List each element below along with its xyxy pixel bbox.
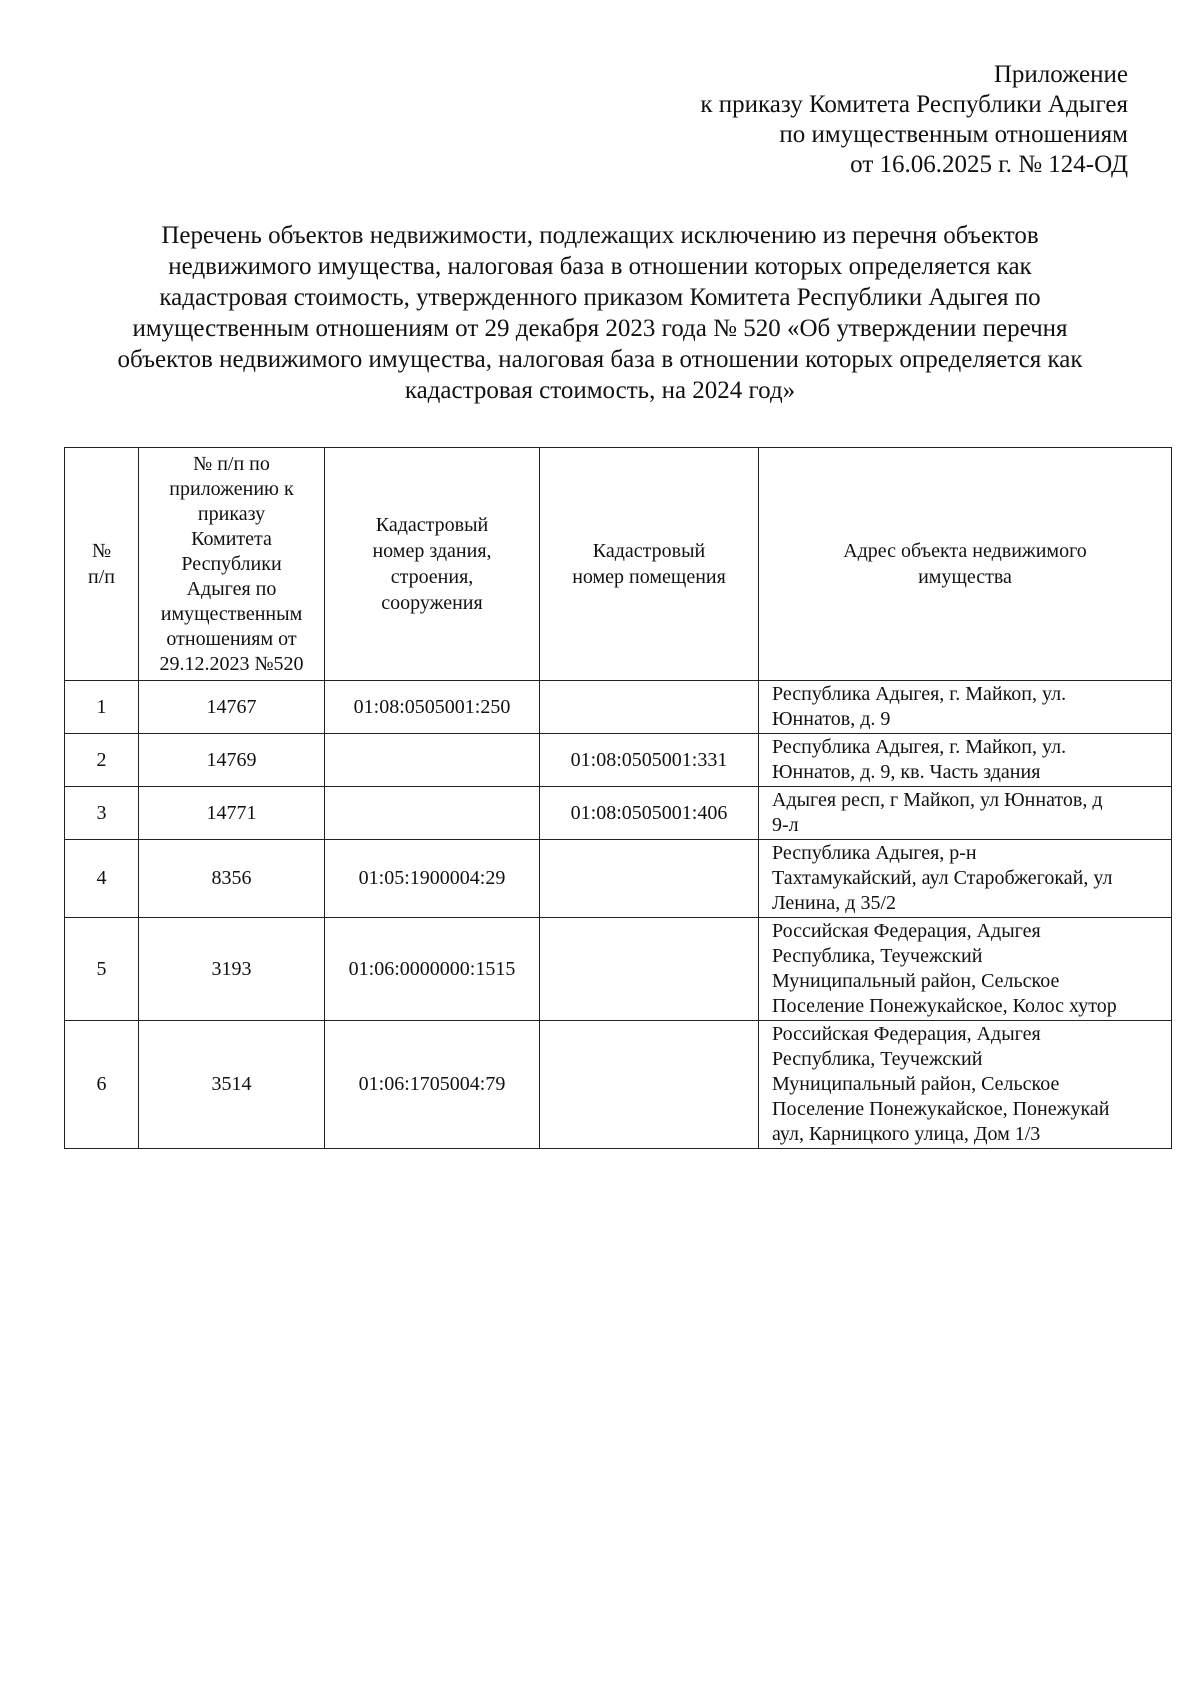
property-exclusion-table [64,447,1172,1149]
table-row [65,681,1172,734]
appendix-date-number: от 16.06.2025 г. № 124-ОД [850,151,1128,178]
appendix-label: Приложение [993,61,1128,88]
title-line: объектов недвижимого имущества, налоговая база в отношении которых определяется как [117,346,1083,373]
col-header-building-cadastral: Кадастровый номер здания, строения, сооружения [325,448,540,681]
title-line: Перечень объектов недвижимости, подлежащих исключению из перечня объектов [161,222,1039,249]
cell-number: 3 [65,787,139,840]
cell-building-cadastral [325,787,540,840]
appendix-order-ref: к приказу Комитета Республики Адыгея [700,91,1128,118]
cell-appendix-number: 14771 [139,787,325,840]
document-title [40,220,1160,406]
cell-appendix-number: 8356 [139,840,325,918]
cell-address: Республика Адыгея, г. Майкоп, ул. Юннатов, д. 9 [759,681,1172,734]
table-row [65,918,1172,1021]
cell-appendix-number: 3193 [139,918,325,1021]
title-line: кадастровая стоимость, утвержденного приказом Комитета Республики Адыгея по [159,284,1041,311]
table-row [65,1021,1172,1149]
cell-building-cadastral [325,734,540,787]
cell-building-cadastral: 01:08:0505001:250 [325,681,540,734]
cell-number: 1 [65,681,139,734]
table-row [65,734,1172,787]
appendix-department: по имущественным отношениям [779,121,1128,148]
cell-address: Республика Адыгея, г. Майкоп, ул. Юннатов, д. 9, кв. Часть здания [759,734,1172,787]
cell-premises-cadastral: 01:08:0505001:331 [540,734,759,787]
table-row [65,840,1172,918]
cell-building-cadastral: 01:06:0000000:1515 [325,918,540,1021]
cell-premises-cadastral [540,681,759,734]
cell-number: 4 [65,840,139,918]
cell-appendix-number: 14767 [139,681,325,734]
cell-number: 6 [65,1021,139,1149]
cell-building-cadastral: 01:05:1900004:29 [325,840,540,918]
title-line: недвижимого имущества, налоговая база в отношении которых определяется как [168,253,1032,280]
table-header-row [65,448,1172,681]
cell-premises-cadastral: 01:08:0505001:406 [540,787,759,840]
col-header-appendix-number: № п/п по приложению к приказу Комитета Республики Адыгея по имущественным отношениям от 29.12.2023 №520 [139,448,325,681]
title-line: имущественным отношениям от 29 декабря 2023 года № 520 «Об утверждении перечня [132,315,1068,342]
cell-address: Российская Федерация, Адыгея Республика, Теучежский Муниципальный район, Сельское Поселение Понежукайское, Понежукай аул, Карницкого улица, Дом 1/3 [759,1021,1172,1149]
cell-number: 5 [65,918,139,1021]
appendix-header [700,60,1128,180]
title-line: кадастровая стоимость, на 2024 год» [404,377,796,404]
cell-building-cadastral: 01:06:1705004:79 [325,1021,540,1149]
table-row [65,787,1172,840]
cell-appendix-number: 3514 [139,1021,325,1149]
cell-premises-cadastral [540,1021,759,1149]
cell-address: Адыгея респ, г Майкоп, ул Юннатов, д 9-л [759,787,1172,840]
cell-premises-cadastral [540,918,759,1021]
cell-address: Республика Адыгея, р-н Тахтамукайский, аул Старобжегокай, ул Ленина, д 35/2 [759,840,1172,918]
col-header-premises-cadastral: Кадастровый номер помещения [540,448,759,681]
cell-appendix-number: 14769 [139,734,325,787]
col-header-address: Адрес объекта недвижимого имущества [759,448,1172,681]
cell-premises-cadastral [540,840,759,918]
cell-number: 2 [65,734,139,787]
col-header-number: № п/п [65,448,139,681]
cell-address: Российская Федерация, Адыгея Республика, Теучежский Муниципальный район, Сельское Поселение Понежукайское, Колос хутор [759,918,1172,1021]
